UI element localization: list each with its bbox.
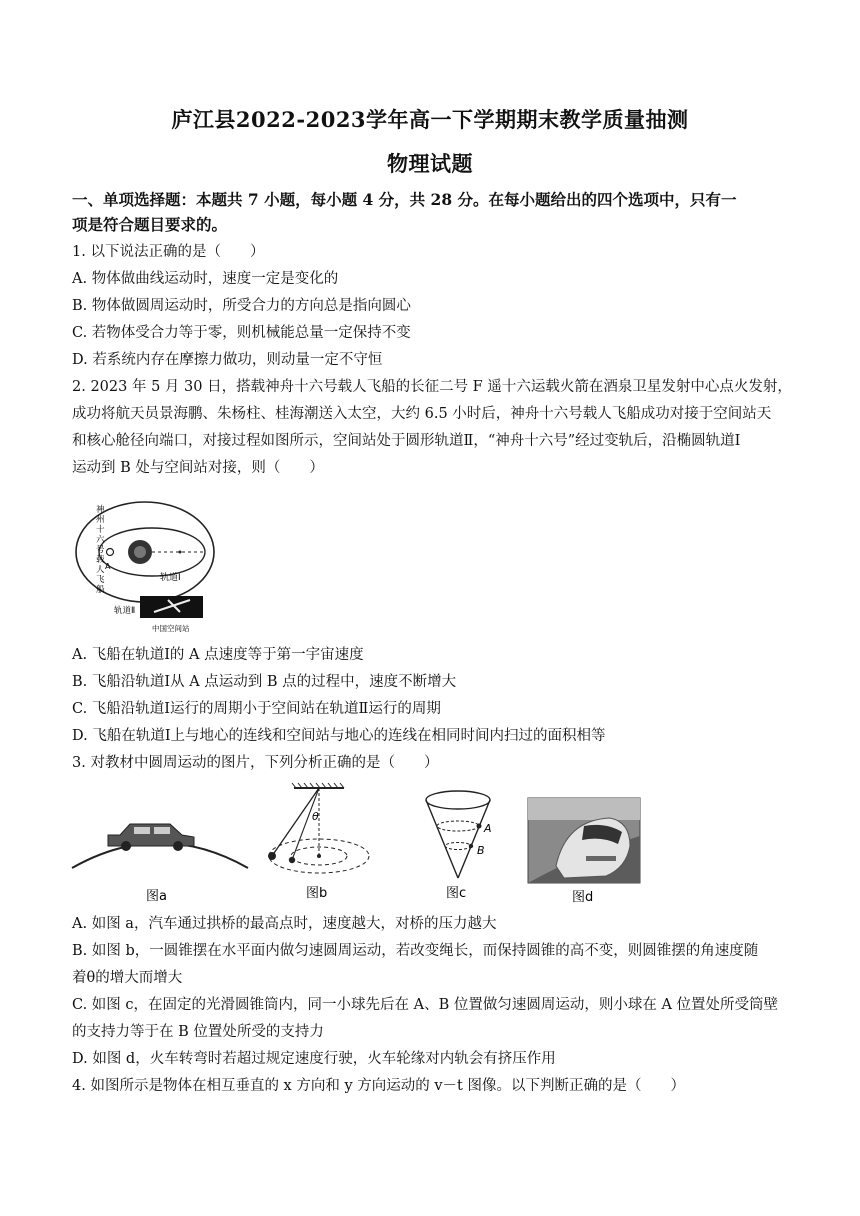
- svg-text:载: 载: [96, 555, 105, 565]
- q1-option-a: A. 物体做曲线运动时，速度一定是变化的: [72, 271, 339, 287]
- figure-c-caption: 图c: [446, 886, 467, 901]
- svg-text:船: 船: [96, 585, 105, 595]
- page-subtitle: 物理试题: [387, 151, 473, 176]
- point-a-label: A: [105, 562, 111, 571]
- svg-text:州: 州: [96, 515, 105, 525]
- q3-option-c-line2: 的支持力等于在 B 位置处所受的支持力: [72, 1024, 324, 1040]
- q1-option-b: B. 物体做圆周运动时，所受合力的方向总是指向圆心: [72, 298, 411, 314]
- q2-stem-line1: 2. 2023 年 5 月 30 日，搭载神舟十六号载人飞船的长征二号 F 遥十六运载火箭在酒泉卫星发射中心点火发射，: [72, 379, 792, 395]
- figure-d-caption: 图d: [572, 890, 594, 905]
- q2-stem-line3: 和核心舱径向端口，对接过程如图所示，空间站处于圆形轨道Ⅱ，“神舟十六号”经过变轨后，沿椭圆轨道Ⅰ: [72, 433, 741, 449]
- q2-option-d: D. 飞船在轨道Ⅰ上与地心的连线和空间站与地心的连线在相同时间内扫过的面积相等: [72, 728, 606, 744]
- q3-option-d: D. 如图 d，火车转弯时若超过规定速度行驶，火车轮缘对内轨会有挤压作用: [72, 1051, 556, 1067]
- orbit-2-label: 轨道Ⅱ: [114, 606, 136, 616]
- orbit-docking-figure: [70, 500, 220, 640]
- cone-rim: [426, 791, 490, 809]
- q2-option-c: C. 飞船沿轨道Ⅰ运行的周期小于空间站在轨道Ⅱ运行的周期: [72, 701, 441, 717]
- q2-option-b: B. 飞船沿轨道Ⅰ从 A 点运动到 B 点的过程中，速度不断增大: [72, 674, 457, 690]
- q3-option-b-line2: 着θ的增大而增大: [72, 970, 183, 986]
- figure-b-caption: 图b: [306, 886, 328, 901]
- svg-text:号: 号: [96, 545, 105, 555]
- page-title: 庐江县2022-2023学年高一下学期期末教学质量抽测: [171, 107, 689, 132]
- bridge-arc: [72, 843, 248, 868]
- pendulum-bob: [268, 852, 276, 860]
- point-a-label: A: [484, 822, 492, 835]
- q2-stem-line2: 成功将航天员景海鹏、朱杨柱、桂海潮送入太空，大约 6.5 小时后，神舟十六号载人飞船成功对接于空间站天: [72, 406, 772, 422]
- q2-option-a: A. 飞船在轨道Ⅰ的 A 点速度等于第一宇宙速度: [72, 647, 364, 663]
- orbit-1-label: 轨道Ⅰ: [160, 573, 181, 583]
- q3-stem: 3. 对教材中圆周运动的图片，下列分析正确的是（ ）: [72, 755, 439, 771]
- q3-option-c-line1: C. 如图 c，在固定的光滑圆锥筒内，同一小球先后在 A、B 位置做匀速圆周运动，则小球在 A 位置处所受筒壁: [72, 997, 779, 1013]
- q1-option-c: C. 若物体受合力等于零，则机械能总量一定保持不变: [72, 325, 411, 341]
- q1-stem: 1. 以下说法正确的是（ ）: [72, 244, 265, 260]
- q3-option-b-line1: B. 如图 b，一圆锥摆在水平面内做匀速圆周运动，若改变绳长，而保持圆锥的高不变，则圆锥摆的角速度随: [72, 943, 759, 959]
- ship-label: [96, 504, 105, 595]
- svg-text:飞: 飞: [96, 575, 105, 585]
- svg-text:六: 六: [96, 535, 105, 545]
- section-heading-line2: 项是符合题目要求的。: [72, 215, 228, 234]
- station-label: 中国空间站: [152, 624, 190, 633]
- spacecraft-icon: [107, 549, 114, 556]
- svg-text:十: 十: [96, 525, 105, 535]
- figure-c-cone: [418, 784, 508, 905]
- figure-a-car-bridge: [70, 790, 250, 905]
- figure-d-train-photo: [526, 796, 644, 906]
- figure-b-conical-pendulum: [262, 782, 382, 905]
- theta-label: θ: [312, 810, 319, 823]
- q3-option-a: A. 如图 a，汽车通过拱桥的最高点时，速度越大，对桥的压力越大: [72, 916, 497, 932]
- point-b-label: B: [477, 844, 485, 857]
- q1-option-d: D. 若系统内存在摩擦力做功，则动量一定不守恒: [72, 352, 383, 368]
- q4-stem: 4. 如图所示是物体在相互垂直的 x 方向和 y 方向运动的 v－t 图像。以下判断正确的是（ ）: [72, 1078, 685, 1094]
- q2-stem-line4: 运动到 B 处与空间站对接，则（ ）: [72, 460, 324, 476]
- svg-text:神: 神: [96, 505, 105, 515]
- section-heading-line1: 一、单项选择题：本题共 7 小题，每小题 4 分，共 28 分。在每小题给出的四个选项中，只有一: [72, 190, 737, 209]
- svg-text:人: 人: [96, 565, 105, 575]
- figure-a-caption: 图a: [146, 889, 167, 904]
